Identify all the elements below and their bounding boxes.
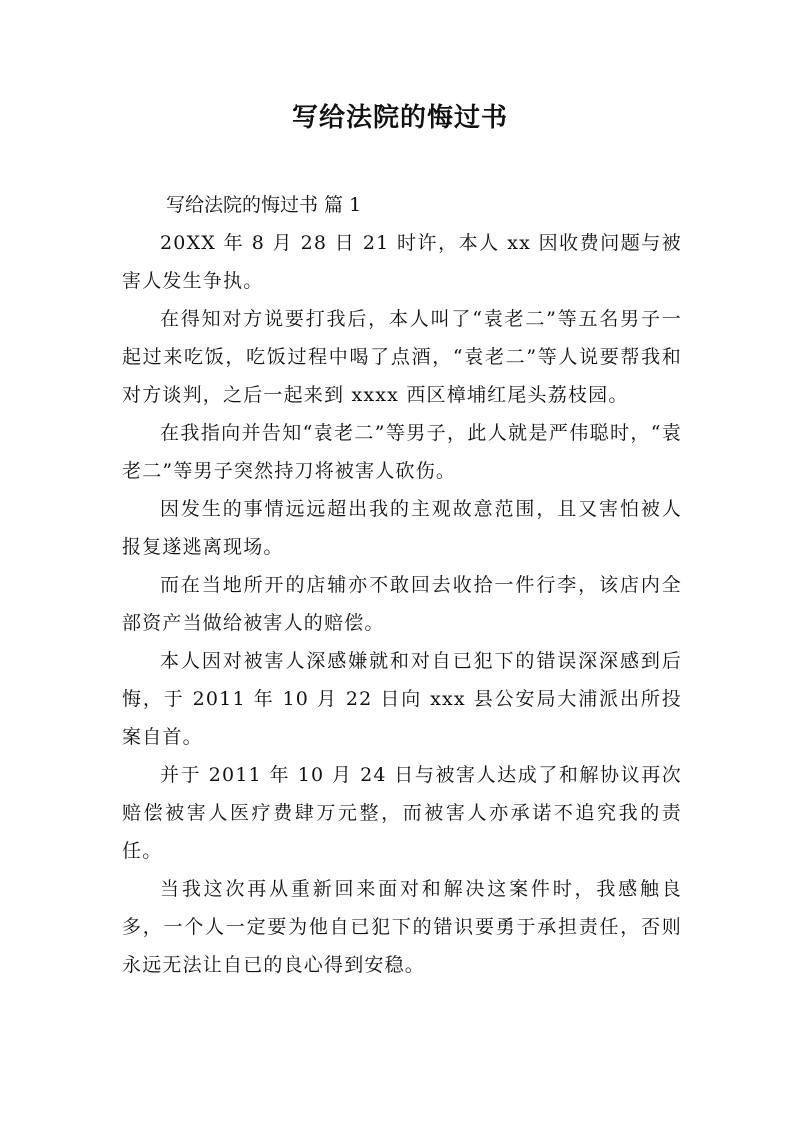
paragraph-7: 并于 2011 年 10 月 24 日与被害人达成了和解协议再次赔偿被害人医疗费肆万元整，而被害人亦承诺不追究我的责任。 bbox=[122, 764, 682, 862]
section-heading: 写给法院的悔过书 篇 1 bbox=[166, 194, 362, 216]
paragraph-8: 当我这次再从重新回来面对和解决这案件时，我感触良多，一个人一定要为他自已犯下的错识要勇于承担责任，否则永远无法让自已的良心得到安稳。 bbox=[122, 878, 682, 976]
paragraph-4: 因发生的事情远远超出我的主观故意范围，且又害怕被人报复遂逃离现场。 bbox=[122, 498, 682, 558]
paragraph-2: 在得知对方说要打我后，本人叫了“袁老二”等五名男子一起过来吃饭，吃饭过程中喝了点酒，“袁老二”等人说要帮我和对方谈判，之后一起来到 xxxx 西区樟埔红尾头荔枝园。 bbox=[122, 308, 682, 406]
paragraph-1: 20XX 年 8 月 28 日 21 时许，本人 xx 因收费问题与被害人发生争执。 bbox=[122, 232, 682, 292]
paragraph-5: 而在当地所开的店辅亦不敢回去收拾一件行李，该店内全部资产当做给被害人的赔偿。 bbox=[122, 574, 682, 634]
document-body bbox=[122, 186, 682, 984]
document-title: 写给法院的悔过书 bbox=[291, 103, 508, 133]
paragraph-3: 在我指向并告知“袁老二”等男子，此人就是严伟聪时，“袁老二”等男子突然持刀将被害人砍伤。 bbox=[122, 422, 682, 482]
paragraph-6: 本人因对被害人深感嫌就和对自已犯下的错误深深感到后悔，于 2011 年 10 月 22 日向 xxx 县公安局大浦派出所投案自首。 bbox=[122, 650, 682, 748]
